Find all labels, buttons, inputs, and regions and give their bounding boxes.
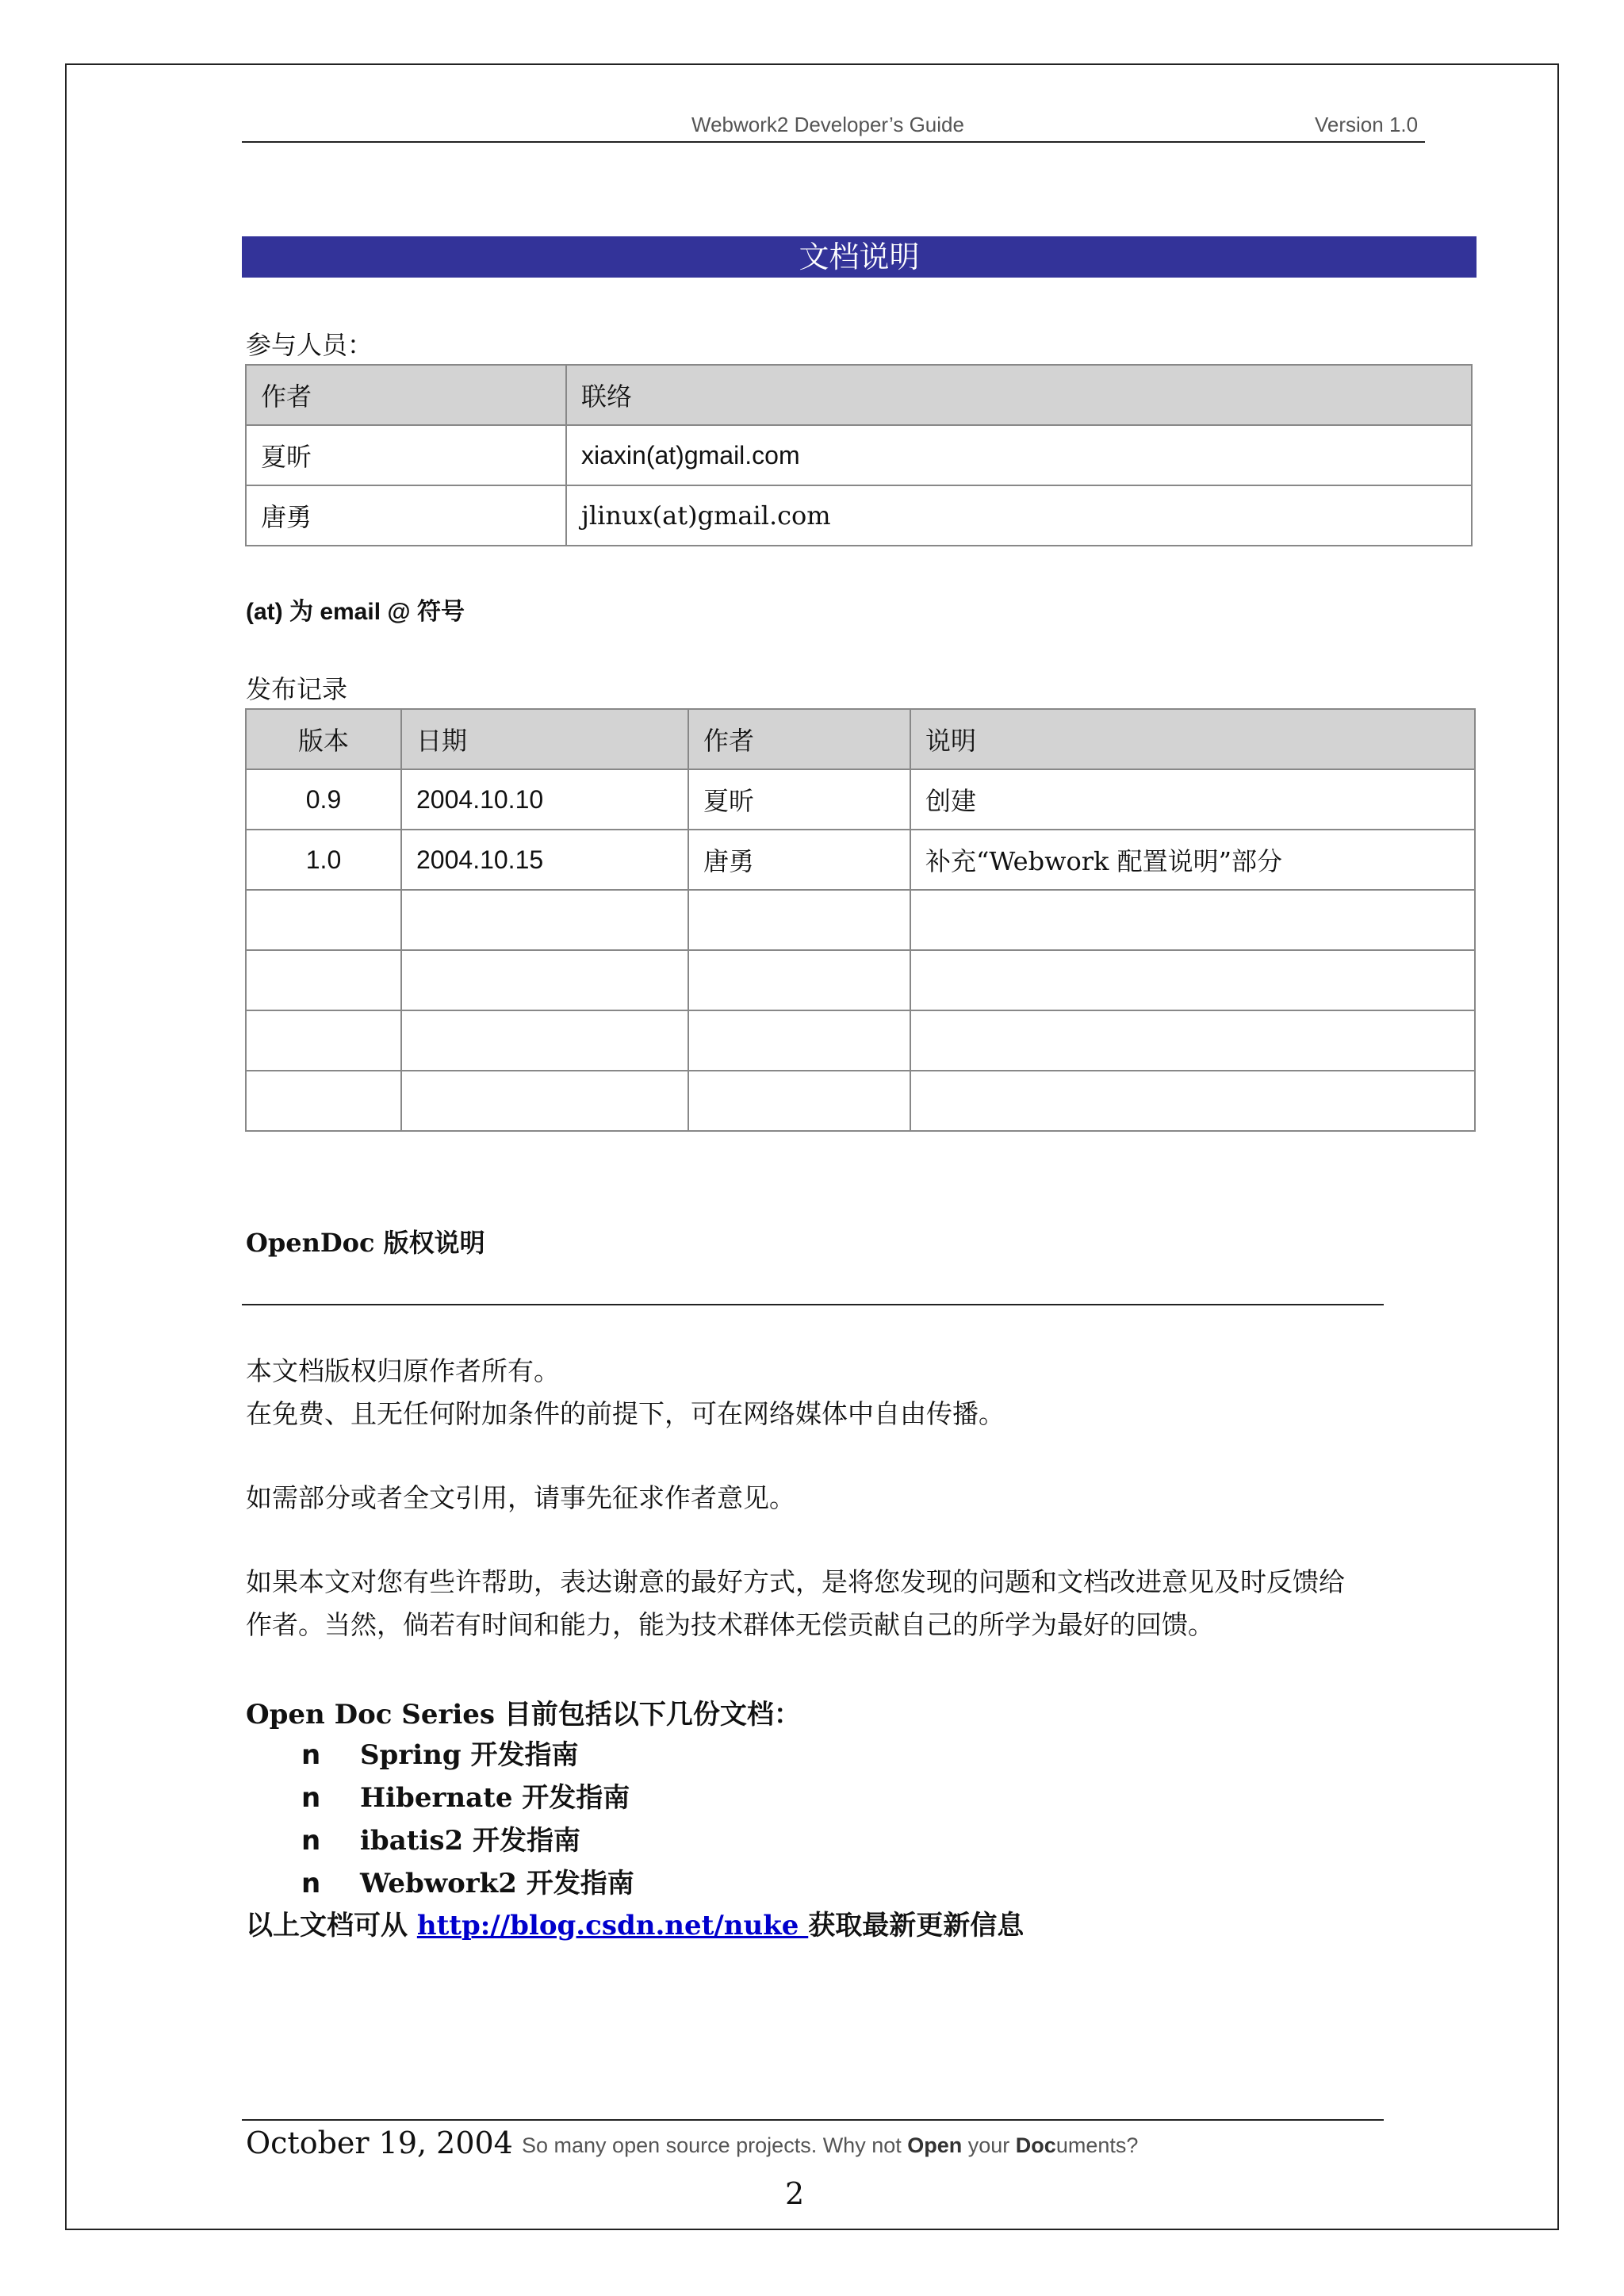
contact-cell: xiaxin(at)gmail.com bbox=[566, 425, 1472, 485]
series-list bbox=[301, 1734, 634, 1905]
date-cell: 2004.10.10 bbox=[401, 769, 688, 830]
description-cell: 创建 bbox=[910, 769, 1475, 830]
download-info: 以上文档可从 http://blog.csdn.net/nuke 获取最新更新信息 bbox=[246, 1910, 1025, 1941]
release-history-table bbox=[245, 708, 1476, 1132]
section-rule bbox=[242, 1304, 1384, 1305]
footer-slogan: So many open source projects. Why not Open your Documents? bbox=[522, 2133, 1139, 2157]
table-row bbox=[246, 1010, 1475, 1071]
email-note: (at) 为 email @ 符号 bbox=[246, 599, 465, 625]
copyright-paragraph-2: 如需部分或者全文引用，请事先征求作者意见。 bbox=[246, 1482, 795, 1513]
bullet-icon: n bbox=[301, 1868, 321, 1899]
list-item: n Spring 开发指南 bbox=[301, 1734, 634, 1777]
date-cell bbox=[401, 1071, 688, 1131]
version-cell bbox=[246, 950, 401, 1010]
section-banner: 文档说明 bbox=[242, 236, 1477, 278]
bullet-icon: n bbox=[301, 1739, 321, 1771]
table-header-row bbox=[246, 709, 1475, 769]
copyright-paragraph-1 bbox=[246, 1350, 1388, 1435]
author-cell: 夏昕 bbox=[246, 425, 566, 485]
copyright-paragraph-3 bbox=[246, 1561, 1388, 1646]
version-cell: 1.0 bbox=[246, 830, 401, 890]
table-row bbox=[246, 769, 1475, 830]
list-item: n Webwork2 开发指南 bbox=[301, 1862, 634, 1905]
releases-label: 发布记录 bbox=[246, 674, 348, 704]
column-header: 版本 bbox=[246, 709, 401, 769]
author-cell bbox=[688, 1071, 910, 1131]
date-cell bbox=[401, 950, 688, 1010]
header-rule bbox=[242, 141, 1425, 143]
table-row bbox=[246, 425, 1472, 485]
column-header: 日期 bbox=[401, 709, 688, 769]
column-header: 说明 bbox=[910, 709, 1475, 769]
copyright-title: OpenDoc 版权说明 bbox=[246, 1228, 485, 1258]
description-cell bbox=[910, 1071, 1475, 1131]
description-cell bbox=[910, 890, 1475, 950]
page-number: 2 bbox=[785, 2176, 805, 2211]
date-cell bbox=[401, 890, 688, 950]
author-cell: 唐勇 bbox=[688, 830, 910, 890]
date-cell: 2004.10.15 bbox=[401, 830, 688, 890]
description-cell: 补充“Webwork 配置说明”部分 bbox=[910, 830, 1475, 890]
table-row bbox=[246, 950, 1475, 1010]
paragraph-line: 如果本文对您有些许帮助，表达谢意的最好方式，是将您发现的问题和文档改进意见及时反馈给 bbox=[246, 1566, 1345, 1597]
version-cell bbox=[246, 1071, 401, 1131]
running-header-title: Webwork2 Developer’s Guide bbox=[691, 113, 964, 136]
table-row bbox=[246, 485, 1472, 546]
table-row bbox=[246, 890, 1475, 950]
contact-cell: jlinux(at)gmail.com bbox=[566, 485, 1472, 546]
description-cell bbox=[910, 1010, 1475, 1071]
bullet-icon: n bbox=[301, 1782, 321, 1814]
table-header-row bbox=[246, 365, 1472, 425]
version-cell bbox=[246, 890, 401, 950]
paragraph-line: 本文档版权归原作者所有。 bbox=[246, 1355, 560, 1386]
author-cell bbox=[688, 1010, 910, 1071]
series-title: Open Doc Series 目前包括以下几份文档： bbox=[246, 1699, 801, 1731]
list-item: n ibatis2 开发指南 bbox=[301, 1819, 634, 1862]
column-header: 联络 bbox=[566, 365, 1472, 425]
author-cell bbox=[688, 890, 910, 950]
contributors-label: 参与人员： bbox=[246, 330, 373, 360]
version-cell: 0.9 bbox=[246, 769, 401, 830]
date-cell bbox=[401, 1010, 688, 1071]
contributors-table bbox=[245, 364, 1473, 546]
column-header: 作者 bbox=[246, 365, 566, 425]
paragraph-line: 作者。当然，倘若有时间和能力，能为技术群体无偿贡献自己的所学为最好的回馈。 bbox=[246, 1609, 1214, 1640]
bullet-icon: n bbox=[301, 1825, 321, 1857]
author-cell: 唐勇 bbox=[246, 485, 566, 546]
footer-rule bbox=[242, 2119, 1384, 2121]
list-item: n Hibernate 开发指南 bbox=[301, 1777, 634, 1819]
table-row bbox=[246, 830, 1475, 890]
blog-link[interactable]: http://blog.csdn.net/nuke bbox=[416, 1910, 809, 1941]
running-header-version: Version 1.0 bbox=[1315, 113, 1419, 136]
column-header: 作者 bbox=[688, 709, 910, 769]
author-cell: 夏昕 bbox=[688, 769, 910, 830]
version-cell bbox=[246, 1010, 401, 1071]
footer-date: October 19, 2004 bbox=[246, 2125, 513, 2160]
description-cell bbox=[910, 950, 1475, 1010]
paragraph-line: 在免费、且无任何附加条件的前提下，可在网络媒体中自由传播。 bbox=[246, 1398, 1005, 1429]
author-cell bbox=[688, 950, 910, 1010]
table-row bbox=[246, 1071, 1475, 1131]
